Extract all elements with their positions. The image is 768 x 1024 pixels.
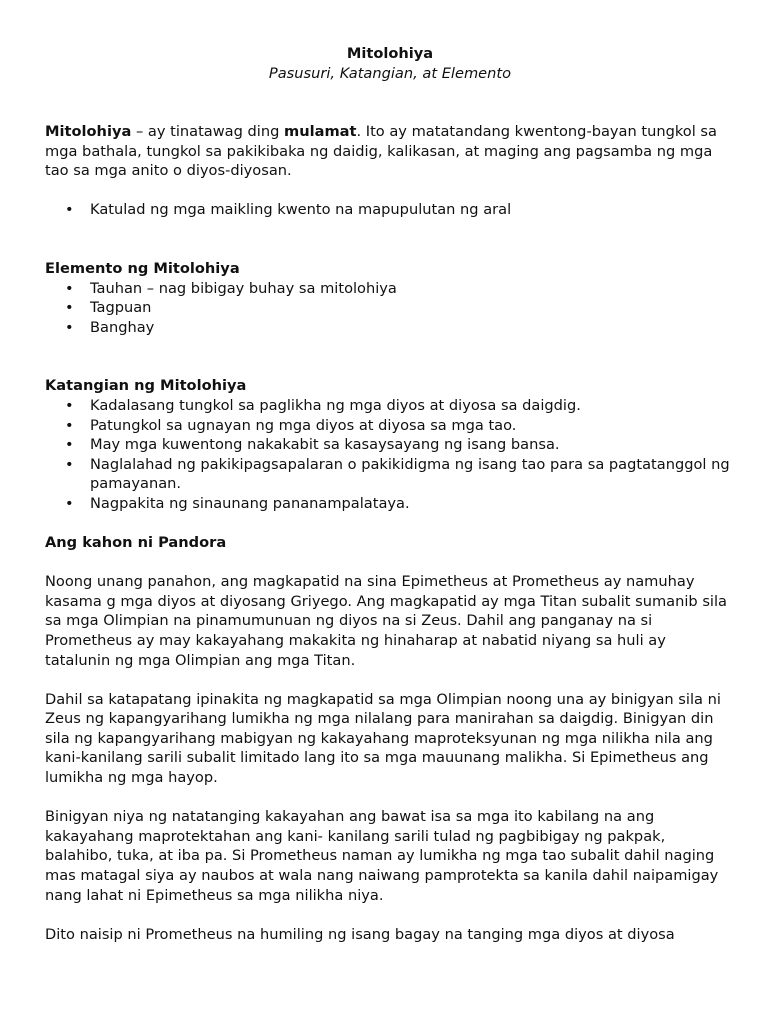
list-item-text: Banghay xyxy=(90,318,155,336)
list-item xyxy=(45,318,735,338)
story-paragraph: Dahil sa katapatang ipinakita ng magkapatid sa mga Olimpian noong una ay binigyan sila ni Zeus ng kapangyarihang lumikha ng mga nilalang para manirahan sa daigdig. Binigyan din sila ng kapangyarihang mabigyan ng kakayahang maproteksyunan ng mga nilikha nila ang kani-kanilang sarili subalit limitado lang ito sa mga mauunang malikha. Si Epimetheus ang lumikha ng mga hayop. xyxy=(45,690,721,787)
list-item xyxy=(45,200,735,220)
definition-term: Mitolohiya xyxy=(45,123,132,141)
spacer xyxy=(45,337,735,376)
document-title: Mitolohiya xyxy=(346,45,434,62)
list-item xyxy=(45,494,735,514)
list-item-text: Nagpakita ng sinaunang pananampalataya. xyxy=(90,495,410,512)
bullet-icon: • xyxy=(65,436,74,454)
list-item-text: Tauhan – nag bibigay buhay sa mitolohiya xyxy=(90,279,397,297)
story-paragraph: Dito naisip ni Prometheus na humiling ng isang bagay na tanging mga diyos at diyosa xyxy=(45,925,675,943)
spacer xyxy=(45,670,735,690)
list-item-text: Katulad ng mga maikling kwento na mapupulutan ng aral xyxy=(90,201,512,219)
document-subtitle: Pasusuri, Katangian, at Elemento xyxy=(268,64,512,82)
bullet-icon: • xyxy=(65,279,74,297)
definition-bullet-list xyxy=(45,200,735,220)
list-item-text: Patungkol sa ugnayan ng mga diyos at diyosa sa mga tao. xyxy=(90,416,517,434)
spacer xyxy=(45,181,735,201)
definition-middle: – ay tinatawag ding xyxy=(131,123,284,141)
spacer xyxy=(45,514,735,534)
definition-alt-term: mulamat xyxy=(284,123,357,141)
spacer xyxy=(45,83,735,122)
list-item xyxy=(45,435,735,455)
section-heading-story: Ang kahon ni Pandora xyxy=(45,534,227,552)
bullet-icon: • xyxy=(65,416,74,434)
section-heading-elemento: Elemento ng Mitolohiya xyxy=(45,260,240,278)
list-item-text: May mga kuwentong nakakabit sa kasaysayang ng isang bansa. xyxy=(90,436,560,454)
list-item xyxy=(45,298,735,318)
list-item xyxy=(45,416,735,436)
story-paragraph: Binigyan niya ng natatanging kakayahan ang bawat isa sa mga ito kabilang na ang kakayahang maprotektahan ang kani- kanilang sarili tulad ng pagbibigay ng pakpak, balahibo, tuka, at iba pa. Si Prometheus naman ay lumikha ng mga tao subalit dahil naging mas matagal siya ay naubos at wala nang naiwang pamprotekta sa kanila dahil naipamigay nang lahat ni Epimetheus sa mga nilikha niya. xyxy=(45,808,719,904)
bullet-icon: • xyxy=(65,495,74,512)
bullet-icon: • xyxy=(65,299,74,317)
list-item xyxy=(45,396,735,416)
document-page xyxy=(45,44,735,944)
katangian-list xyxy=(45,396,735,514)
spacer xyxy=(45,905,735,925)
definition-paragraph xyxy=(45,122,735,181)
section-heading-katangian: Katangian ng Mitolohiya xyxy=(45,377,247,395)
bullet-icon: • xyxy=(65,201,74,219)
bullet-icon: • xyxy=(65,455,74,473)
list-item xyxy=(45,455,735,494)
spacer xyxy=(45,788,735,808)
spacer xyxy=(45,220,735,259)
definition-rest: . Ito ay matatandang kwentong-bayan tungkol sa mga bathala, tungkol sa pakikibaka ng daidig, kalikasan, at maging ang pagsamba ng mga tao sa mga anito o diyos-diyosan. xyxy=(45,123,717,180)
list-item xyxy=(45,279,735,299)
bullet-icon: • xyxy=(65,318,74,336)
list-item-text: Tagpuan xyxy=(90,299,152,317)
story-paragraph: Noong unang panahon, ang magkapatid na sina Epimetheus at Prometheus ay namuhay kasama g mga diyos at diyosang Griyego. Ang magkapatid ay mga Titan subalit sumanib sila sa mga Olimpian na pinamumunuan ng diyos na si Zeus. Dahil ang panganay na si Prometheus ay may kakayahang makakita ng hinaharap at nabatid niyang sa huli ay tatalunin ng mga Olimpian ang mga Titan. xyxy=(45,573,727,669)
list-item-text: Kadalasang tungkol sa paglikha ng mga diyos at diyosa sa daigdig. xyxy=(90,397,581,415)
spacer xyxy=(45,553,735,573)
list-item-text: Naglalahad ng pakikipagsapalaran o pakikidigma ng isang tao para sa pagtatanggol ng pamayanan. xyxy=(90,455,730,493)
elemento-list xyxy=(45,279,735,338)
bullet-icon: • xyxy=(65,397,74,415)
